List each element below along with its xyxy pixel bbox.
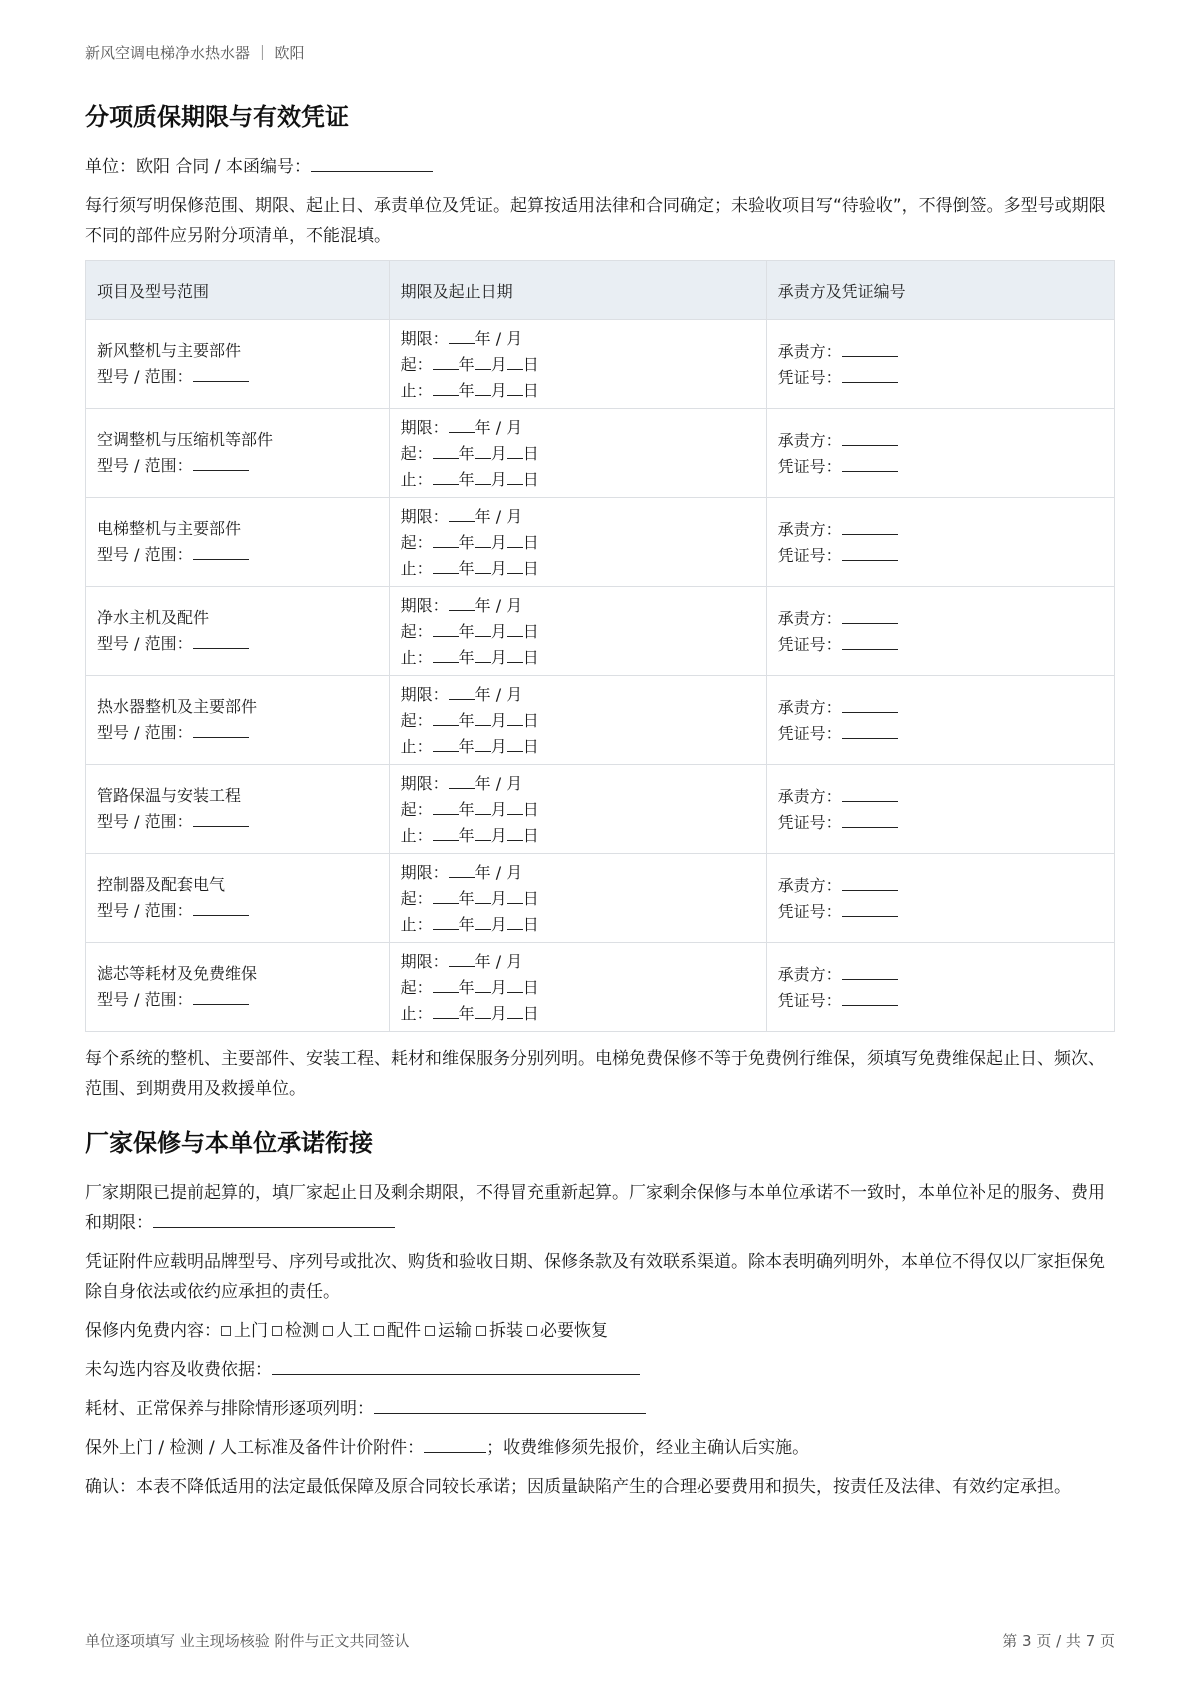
- unchecked-field[interactable]: [272, 1356, 640, 1375]
- start-day-field[interactable]: [507, 440, 523, 459]
- responsible-line: [778, 427, 1103, 453]
- period-label: 期限：: [400, 863, 449, 882]
- table-row: [86, 587, 1115, 676]
- start-line: 起： 年 月 日: [401, 440, 755, 466]
- supplement-field[interactable]: [153, 1209, 395, 1228]
- end-label: 止：: [400, 826, 433, 845]
- certificate-field[interactable]: [842, 898, 898, 917]
- period-field[interactable]: [449, 592, 475, 611]
- certificate-field[interactable]: [842, 987, 898, 1006]
- period-unit: 年 / 月: [474, 329, 523, 348]
- certificate-paragraph: 凭证附件应载明品牌型号、序列号或批次、购货和验收日期、保修条款及有效联系渠道。除本表明确列明外，本单位不得仅以厂家拒保免除自身依法或依约应承担的责任。: [85, 1252, 1105, 1302]
- free-item-label: 检测: [285, 1321, 319, 1341]
- model-label: 型号 / 范围：: [97, 990, 193, 1009]
- period-unit: 年 / 月: [474, 863, 523, 882]
- period-label: 期限：: [400, 596, 449, 615]
- responsible-line: [778, 516, 1103, 542]
- end-day-field[interactable]: [507, 1000, 523, 1019]
- model-field[interactable]: [193, 719, 249, 738]
- period-line: [401, 503, 755, 529]
- responsible-field[interactable]: [842, 783, 898, 802]
- item-name: 滤芯等耗材及免费维保: [97, 964, 258, 983]
- certificate-line: [778, 364, 1103, 390]
- start-day-field[interactable]: [507, 618, 523, 637]
- start-year-field[interactable]: [433, 529, 459, 548]
- end-day-field[interactable]: [507, 911, 523, 930]
- start-day-field[interactable]: [507, 796, 523, 815]
- end-month-field[interactable]: [475, 1000, 491, 1019]
- certificate-label: 凭证号：: [777, 724, 842, 743]
- certificate-label: 凭证号：: [777, 457, 842, 476]
- unit-line-label: 单位：欧阳 合同 / 本函编号：: [85, 157, 311, 177]
- footer-left: 单位逐项填写 业主现场核验 附件与正文共同签认: [85, 1632, 410, 1650]
- period-field[interactable]: [449, 770, 475, 789]
- free-item-label: 上门: [234, 1321, 268, 1341]
- end-label: 止：: [400, 737, 433, 756]
- period-cell: [389, 409, 766, 498]
- certificate-label: 凭证号：: [777, 368, 842, 387]
- outside-warranty-line: [85, 1433, 1115, 1463]
- start-line: 起： 年 月 日: [401, 885, 755, 911]
- model-line: [97, 897, 378, 923]
- checkbox-icon[interactable]: [425, 1326, 435, 1336]
- start-year-field[interactable]: [433, 618, 459, 637]
- end-line: 止： 年 月 日: [401, 911, 755, 937]
- item-name: 电梯整机与主要部件: [97, 519, 242, 538]
- responsible-label: 承责方：: [777, 965, 842, 984]
- certificate-line: [778, 720, 1103, 746]
- period-unit: 年 / 月: [474, 685, 523, 704]
- end-month-field[interactable]: [475, 555, 491, 574]
- start-month-field[interactable]: [475, 529, 491, 548]
- item-name: 净水主机及配件: [97, 608, 210, 627]
- responsible-field[interactable]: [842, 961, 898, 980]
- period-field[interactable]: [449, 681, 475, 700]
- end-month-field[interactable]: [475, 911, 491, 930]
- intro-paragraph: 每行须写明保修范围、期限、起止日、承责单位及凭证。起算按适用法律和合同确定；未验收项目写“待验收”，不得倒签。多型号或期限不同的部件应另附分项清单，不能混填。: [85, 196, 1106, 246]
- outside-label: 保外上门 / 检测 / 人工标准及备件计价附件：: [85, 1438, 425, 1458]
- end-year-field[interactable]: [433, 377, 459, 396]
- responsible-field[interactable]: [842, 338, 898, 357]
- free-content-label: 保修内免费内容：: [85, 1321, 221, 1341]
- checkbox-icon[interactable]: [527, 1326, 537, 1336]
- period-field[interactable]: [449, 325, 475, 344]
- certificate-label: 凭证号：: [777, 546, 842, 565]
- consumables-label: 耗材、正常保养与排除情形逐项列明：: [85, 1399, 374, 1419]
- model-field[interactable]: [193, 808, 249, 827]
- item-name: 新风整机与主要部件: [97, 341, 242, 360]
- period-field[interactable]: [449, 948, 475, 967]
- item-name: 控制器及配套电气: [97, 875, 226, 894]
- start-label: 起：: [400, 711, 433, 730]
- period-line: [401, 414, 755, 440]
- responsible-cell: [766, 320, 1114, 409]
- end-label: 止：: [400, 559, 433, 578]
- responsible-line: [778, 872, 1103, 898]
- end-month-field[interactable]: [475, 822, 491, 841]
- start-year-field[interactable]: [433, 796, 459, 815]
- end-label: 止：: [400, 381, 433, 400]
- responsible-line: [778, 605, 1103, 631]
- start-line: 起： 年 月 日: [401, 796, 755, 822]
- responsible-field[interactable]: [842, 694, 898, 713]
- certificate-field[interactable]: [842, 720, 898, 739]
- free-item-checkbox[interactable]: [221, 1316, 268, 1346]
- free-item-label: 必要恢复: [540, 1321, 608, 1341]
- period-cell: [389, 676, 766, 765]
- period-label: 期限：: [400, 507, 449, 526]
- start-month-field[interactable]: [475, 440, 491, 459]
- page-number: 第 3 页 / 共 7 页: [1002, 1632, 1115, 1650]
- responsible-line: [778, 961, 1103, 987]
- period-unit: 年 / 月: [474, 774, 523, 793]
- period-cell: [389, 587, 766, 676]
- certificate-label: 凭证号：: [777, 991, 842, 1010]
- free-item-checkbox[interactable]: [272, 1316, 319, 1346]
- end-month-field[interactable]: [475, 644, 491, 663]
- period-cell: [389, 854, 766, 943]
- model-label: 型号 / 范围：: [97, 367, 193, 386]
- end-year-field[interactable]: [433, 733, 459, 752]
- item-name: 管路保温与安装工程: [97, 786, 242, 805]
- model-line: [97, 986, 378, 1012]
- free-item-label: 拆装: [489, 1321, 523, 1341]
- checkbox-icon[interactable]: [476, 1326, 486, 1336]
- start-day-field[interactable]: [507, 974, 523, 993]
- table-row: [86, 498, 1115, 587]
- start-label: 起：: [400, 355, 433, 374]
- period-line: [401, 948, 755, 974]
- start-year-field[interactable]: [433, 974, 459, 993]
- item-cell: [86, 587, 390, 676]
- end-line: 止： 年 月 日: [401, 1000, 755, 1026]
- start-day-field[interactable]: [507, 529, 523, 548]
- manufacturer-text: 厂家期限已提前起算的，填厂家起止日及剩余期限，不得冒充重新起算。厂家剩余保修与本单位承诺不一致时，本单位补足的服务、费用和期限：: [85, 1183, 1105, 1233]
- model-line: [97, 719, 378, 745]
- free-items: [221, 1321, 612, 1341]
- free-item-checkbox[interactable]: [323, 1316, 370, 1346]
- period-field[interactable]: [449, 414, 475, 433]
- header-responsible: 承责方及凭证编号: [766, 261, 1114, 320]
- certificate-line: [778, 631, 1103, 657]
- contract-number-field[interactable]: [311, 153, 433, 172]
- model-field[interactable]: [193, 452, 249, 471]
- free-item-checkbox[interactable]: [527, 1316, 608, 1346]
- certificate-line: [778, 453, 1103, 479]
- model-label: 型号 / 范围：: [97, 545, 193, 564]
- certificate-field[interactable]: [842, 364, 898, 383]
- start-month-field[interactable]: [475, 974, 491, 993]
- end-line: 止： 年 月 日: [401, 377, 755, 403]
- model-line: [97, 541, 378, 567]
- period-line: [401, 325, 755, 351]
- model-line: [97, 808, 378, 834]
- table-header-row: [86, 261, 1115, 320]
- table-row: [86, 854, 1115, 943]
- period-cell: [389, 765, 766, 854]
- start-year-field[interactable]: [433, 707, 459, 726]
- responsible-cell: [766, 676, 1114, 765]
- outside-suffix: ；收费维修须先报价，经业主确认后实施。: [486, 1438, 810, 1458]
- model-field[interactable]: [193, 363, 249, 382]
- model-field[interactable]: [193, 541, 249, 560]
- certificate-label: 凭证号：: [777, 813, 842, 832]
- start-label: 起：: [400, 978, 433, 997]
- certificate-line: [778, 809, 1103, 835]
- responsible-label: 承责方：: [777, 698, 842, 717]
- certificate-line: [778, 898, 1103, 924]
- model-line: [97, 630, 378, 656]
- start-month-field[interactable]: [475, 885, 491, 904]
- free-item-label: 人工: [336, 1321, 370, 1341]
- end-day-field[interactable]: [507, 644, 523, 663]
- warranty-table: [85, 260, 1115, 1032]
- end-day-field[interactable]: [507, 733, 523, 752]
- start-line: 起： 年 月 日: [401, 351, 755, 377]
- responsible-field[interactable]: [842, 872, 898, 891]
- responsible-label: 承责方：: [777, 787, 842, 806]
- period-label: 期限：: [400, 685, 449, 704]
- model-field[interactable]: [193, 897, 249, 916]
- header-period: 期限及起止日期: [389, 261, 766, 320]
- start-label: 起：: [400, 622, 433, 641]
- item-cell: [86, 498, 390, 587]
- end-month-field[interactable]: [475, 466, 491, 485]
- responsible-line: [778, 694, 1103, 720]
- certificate-line: [778, 542, 1103, 568]
- section-title-warranty-items: 分项质保期限与有效凭证: [85, 103, 349, 131]
- header-item: 项目及型号范围: [86, 261, 390, 320]
- period-label: 期限：: [400, 418, 449, 437]
- end-label: 止：: [400, 1004, 433, 1023]
- period-line: [401, 681, 755, 707]
- period-cell: [389, 943, 766, 1032]
- start-label: 起：: [400, 444, 433, 463]
- start-day-field[interactable]: [507, 707, 523, 726]
- model-label: 型号 / 范围：: [97, 812, 193, 831]
- responsible-cell: [766, 854, 1114, 943]
- end-day-field[interactable]: [507, 822, 523, 841]
- table-row: [86, 943, 1115, 1032]
- model-field[interactable]: [193, 986, 249, 1005]
- page-header: 新风空调电梯净水热水器 ｜ 欧阳: [85, 44, 305, 62]
- start-year-field[interactable]: [433, 351, 459, 370]
- outside-field[interactable]: [424, 1434, 486, 1453]
- end-month-field[interactable]: [475, 377, 491, 396]
- confirmation-paragraph: 确认：本表不降低适用的法定最低保障及原合同较长承诺；因质量缺陷产生的合理必要费用和损失，按责任及法律、有效约定承担。: [85, 1477, 1071, 1497]
- responsible-cell: [766, 943, 1114, 1032]
- model-label: 型号 / 范围：: [97, 901, 193, 920]
- checkbox-icon[interactable]: [221, 1326, 231, 1336]
- table-row: [86, 676, 1115, 765]
- responsible-cell: [766, 498, 1114, 587]
- model-label: 型号 / 范围：: [97, 723, 193, 742]
- start-label: 起：: [400, 800, 433, 819]
- responsible-cell: [766, 765, 1114, 854]
- period-label: 期限：: [400, 952, 449, 971]
- period-unit: 年 / 月: [474, 418, 523, 437]
- responsible-field[interactable]: [842, 605, 898, 624]
- table-row: [86, 320, 1115, 409]
- free-item-label: 运输: [438, 1321, 472, 1341]
- start-label: 起：: [400, 533, 433, 552]
- end-label: 止：: [400, 915, 433, 934]
- start-year-field[interactable]: [433, 440, 459, 459]
- start-line: 起： 年 月 日: [401, 974, 755, 1000]
- period-unit: 年 / 月: [474, 952, 523, 971]
- end-label: 止：: [400, 648, 433, 667]
- responsible-cell: [766, 587, 1114, 676]
- certificate-field[interactable]: [842, 453, 898, 472]
- period-field[interactable]: [449, 503, 475, 522]
- item-cell: [86, 409, 390, 498]
- period-field[interactable]: [449, 859, 475, 878]
- responsible-cell: [766, 409, 1114, 498]
- item-cell: [86, 320, 390, 409]
- free-item-checkbox[interactable]: [476, 1316, 523, 1346]
- start-line: 起： 年 月 日: [401, 707, 755, 733]
- item-cell: [86, 676, 390, 765]
- section-title-manufacturer: 厂家保修与本单位承诺衔接: [85, 1129, 373, 1157]
- end-year-field[interactable]: [433, 644, 459, 663]
- responsible-label: 承责方：: [777, 431, 842, 450]
- start-year-field[interactable]: [433, 885, 459, 904]
- responsible-label: 承责方：: [777, 876, 842, 895]
- unchecked-label: 未勾选内容及收费依据：: [85, 1360, 272, 1380]
- period-line: [401, 592, 755, 618]
- end-line: 止： 年 月 日: [401, 822, 755, 848]
- end-year-field[interactable]: [433, 1000, 459, 1019]
- item-name: 热水器整机及主要部件: [97, 697, 258, 716]
- item-cell: [86, 943, 390, 1032]
- end-year-field[interactable]: [433, 911, 459, 930]
- period-unit: 年 / 月: [474, 596, 523, 615]
- end-line: 止： 年 月 日: [401, 555, 755, 581]
- responsible-label: 承责方：: [777, 342, 842, 361]
- end-day-field[interactable]: [507, 466, 523, 485]
- checkbox-icon[interactable]: [374, 1326, 384, 1336]
- responsible-line: [778, 338, 1103, 364]
- item-cell: [86, 765, 390, 854]
- end-day-field[interactable]: [507, 377, 523, 396]
- responsible-line: [778, 783, 1103, 809]
- start-month-field[interactable]: [475, 618, 491, 637]
- start-day-field[interactable]: [507, 885, 523, 904]
- start-day-field[interactable]: [507, 351, 523, 370]
- certificate-label: 凭证号：: [777, 635, 842, 654]
- model-line: [97, 452, 378, 478]
- period-line: [401, 859, 755, 885]
- certificate-label: 凭证号：: [777, 902, 842, 921]
- unit-line: [85, 152, 1115, 182]
- responsible-field[interactable]: [842, 427, 898, 446]
- certificate-field[interactable]: [842, 542, 898, 561]
- end-line: 止： 年 月 日: [401, 733, 755, 759]
- start-label: 起：: [400, 889, 433, 908]
- free-item-checkbox[interactable]: [425, 1316, 472, 1346]
- checkbox-icon[interactable]: [323, 1326, 333, 1336]
- model-label: 型号 / 范围：: [97, 634, 193, 653]
- table-row: [86, 409, 1115, 498]
- free-content-line: [85, 1316, 1115, 1346]
- item-cell: [86, 854, 390, 943]
- consumables-field[interactable]: [374, 1395, 646, 1414]
- model-line: [97, 363, 378, 389]
- end-line: 止： 年 月 日: [401, 644, 755, 670]
- consumables-line: [85, 1394, 1115, 1424]
- start-month-field[interactable]: [475, 707, 491, 726]
- free-item-label: 配件: [387, 1321, 421, 1341]
- table-row: [86, 765, 1115, 854]
- period-unit: 年 / 月: [474, 507, 523, 526]
- start-line: 起： 年 月 日: [401, 618, 755, 644]
- certificate-field[interactable]: [842, 631, 898, 650]
- item-name: 空调整机与压缩机等部件: [97, 430, 274, 449]
- period-line: [401, 770, 755, 796]
- unchecked-line: [85, 1355, 1115, 1385]
- certificate-line: [778, 987, 1103, 1013]
- period-label: 期限：: [400, 329, 449, 348]
- end-year-field[interactable]: [433, 466, 459, 485]
- period-cell: [389, 498, 766, 587]
- end-label: 止：: [400, 470, 433, 489]
- responsible-label: 承责方：: [777, 520, 842, 539]
- model-field[interactable]: [193, 630, 249, 649]
- end-line: 止： 年 月 日: [401, 466, 755, 492]
- end-year-field[interactable]: [433, 555, 459, 574]
- end-month-field[interactable]: [475, 733, 491, 752]
- manufacturer-paragraph: [85, 1178, 1115, 1238]
- responsible-label: 承责方：: [777, 609, 842, 628]
- end-day-field[interactable]: [507, 555, 523, 574]
- start-month-field[interactable]: [475, 351, 491, 370]
- checkbox-icon[interactable]: [272, 1326, 282, 1336]
- free-item-checkbox[interactable]: [374, 1316, 421, 1346]
- responsible-field[interactable]: [842, 516, 898, 535]
- period-cell: [389, 320, 766, 409]
- period-label: 期限：: [400, 774, 449, 793]
- table-body: [86, 320, 1115, 1032]
- document-body: [85, 100, 1115, 1511]
- start-line: 起： 年 月 日: [401, 529, 755, 555]
- certificate-field[interactable]: [842, 809, 898, 828]
- start-month-field[interactable]: [475, 796, 491, 815]
- model-label: 型号 / 范围：: [97, 456, 193, 475]
- end-year-field[interactable]: [433, 822, 459, 841]
- after-table-paragraph: 每个系统的整机、主要部件、安装工程、耗材和维保服务分别列明。电梯免费保修不等于免费例行维保，须填写免费维保起止日、频次、范围、到期费用及救援单位。: [85, 1049, 1105, 1099]
